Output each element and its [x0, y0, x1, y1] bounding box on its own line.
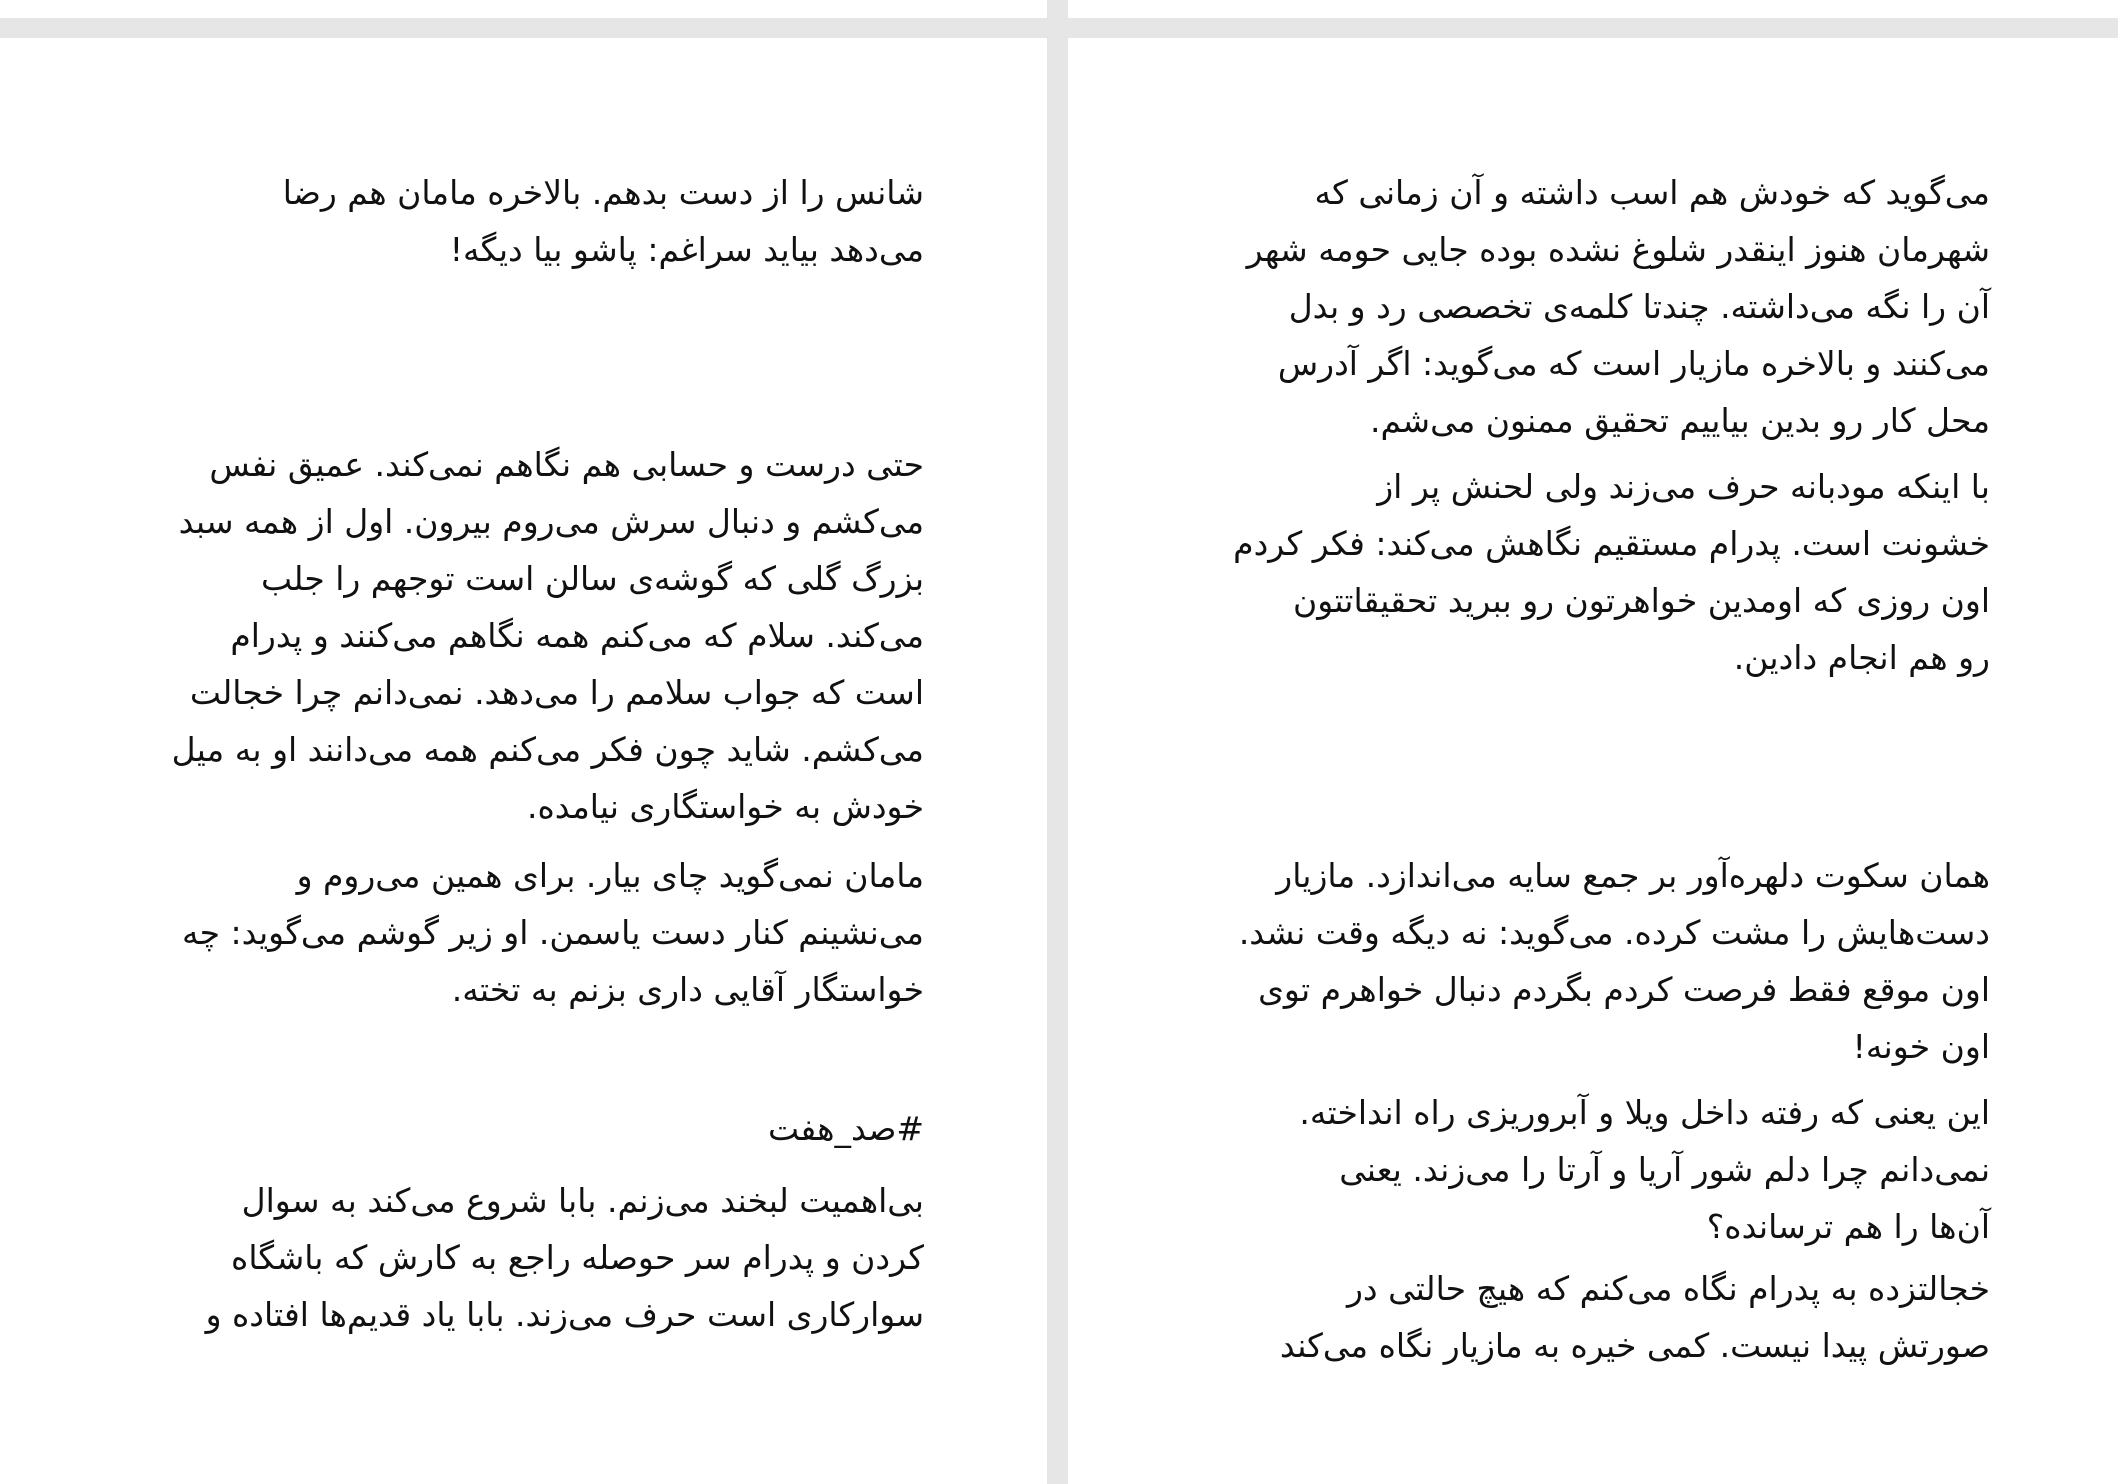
paragraph [283, 164, 924, 278]
text-line: اون خونه! [1852, 1027, 1990, 1066]
page-right [1068, 38, 2118, 1484]
text-line: آن‌ها را هم ترسانده؟ [1706, 1207, 1990, 1246]
text-line: مامان نمی‌گوید چای بیار. برای همین می‌روم و [296, 856, 924, 895]
text-line: این یعنی که رفته داخل ویلا و آبروریزی راه انداخته. [1299, 1093, 1990, 1132]
text-line: می‌گوید که خودش هم اسب داشته و آن زمانی که [1314, 173, 1990, 212]
paragraph [1233, 458, 1990, 686]
paragraph [172, 436, 924, 835]
text-line: رو هم انجام دادین. [1733, 638, 1990, 677]
text-line: است که جواب سلامم را می‌دهد. نمی‌دانم چرا خجالت [189, 673, 924, 712]
text-line: با اینکه مودبانه حرف می‌زند ولی لحنش پر از [1377, 467, 1990, 506]
text-line: حتی درست و حسابی هم نگاهم نمی‌کند. عمیق نفس [209, 445, 924, 484]
section-heading [768, 1100, 924, 1157]
text-line: می‌کند. سلام که می‌کنم همه نگاهم می‌کنند و پدرام [230, 616, 924, 655]
text-line: می‌نشینم کنار دست یاسمن. او زیر گوشم می‌گوید: چه [181, 913, 924, 952]
text-line: بزرگ گلی که گوشه‌ی سالن است توجهم را جلب [261, 559, 924, 598]
text-line: محل کار رو بدین بیاییم تحقیق ممنون می‌شم. [1369, 401, 1990, 440]
text-line: خجالتزده به پدرام نگاه می‌کنم که هیچ حالتی در [1346, 1269, 1990, 1308]
paragraph [1299, 1084, 1990, 1255]
paragraph [1247, 164, 1990, 449]
text-line: خودش به خواستگاری نیامده. [526, 787, 924, 826]
text-line: می‌کشم. شاید چون فکر می‌کنم همه می‌دانند او به میل [171, 730, 924, 769]
text-line: صورتش پیدا نیست. کمی خیره به مازیار نگاه می‌کند [1279, 1326, 1990, 1365]
paragraph [1239, 847, 1990, 1075]
text-line: اون روزی که اومدین خواهرتون رو ببرید تحقیقاتتون [1293, 581, 1990, 620]
text-line: می‌دهد بیاید سراغم: پاشو بیا دیگه! [449, 230, 924, 269]
text-line: می‌کنند و بالاخره مازیار است که می‌گوید: اگر آدرس [1277, 344, 1990, 383]
paragraph [182, 847, 924, 1018]
text-line: همان سکوت دلهره‌آور بر جمع سایه می‌اندازد. مازیار [1276, 856, 1990, 895]
text-line: شهرمان هنوز اینقدر شلوغ نشده بوده جایی حومه شهر [1246, 230, 1990, 269]
text-line: اون موقع فقط فرصت کردم بگردم دنبال خواهرم توی [1258, 970, 1990, 1009]
text-line: خواستگار آقایی داری بزنم به تخته. [451, 970, 924, 1009]
text-line: خشونت است. پدرام مستقیم نگاهش می‌کند: فکر کردم [1233, 524, 1990, 563]
text-line: شانس را از دست بدهم. بالاخره مامان هم رضا [282, 173, 924, 212]
text-line: کردن و پدرام سر حوصله راجع به کارش که باشگاه [231, 1238, 924, 1277]
text-line: نمی‌دانم چرا دلم شور آریا و آرتا را می‌زند. یعنی [1339, 1150, 1990, 1189]
text-line: سوارکاری است حرف می‌زند. بابا یاد قدیم‌ها افتاده و [205, 1295, 924, 1334]
text-line: بی‌اهمیت لبخند می‌زنم. بابا شروع می‌کند به سوال [241, 1181, 924, 1220]
page-left [0, 38, 1047, 1484]
text-line: آن را نگه می‌داشته. چندتا کلمه‌ی تخصصی رد و بدل [1288, 287, 1990, 326]
paragraph [206, 1172, 924, 1343]
paragraph [1280, 1260, 1990, 1374]
previous-page-right-edge [1068, 0, 2118, 18]
heading-text: #صد_هفت [768, 1109, 924, 1148]
previous-page-left-edge [0, 0, 1047, 18]
text-line: می‌کشم و دنبال سرش می‌روم بیرون. اول از همه سبد [178, 502, 924, 541]
text-line: دست‌هایش را مشت کرده. می‌گوید: نه دیگه وقت نشد. [1238, 913, 1990, 952]
